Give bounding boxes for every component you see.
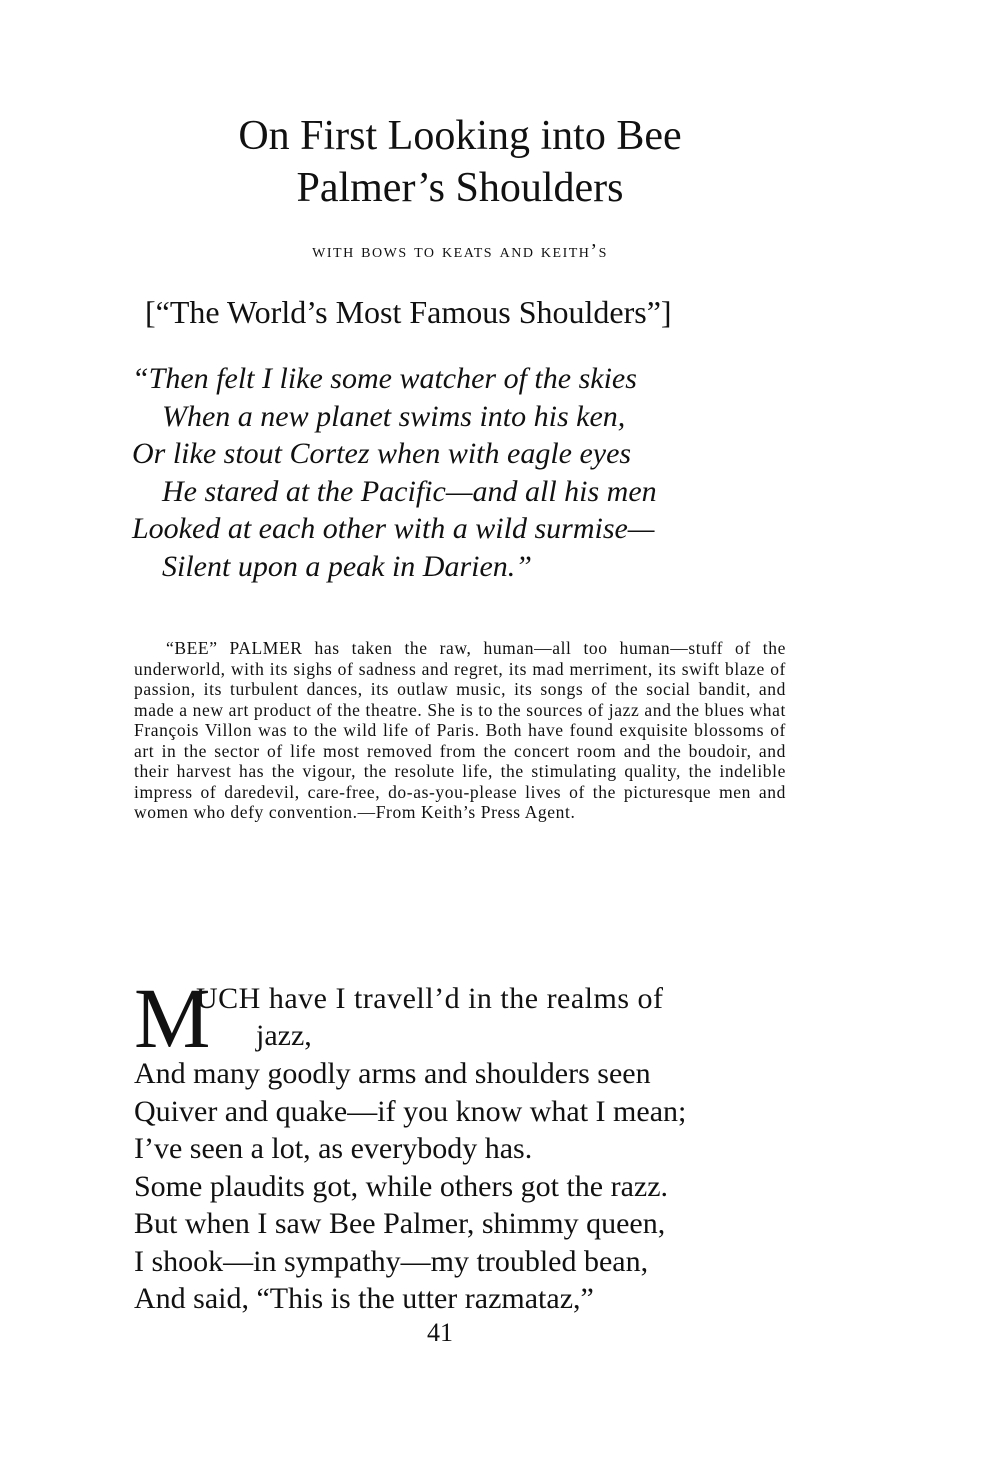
epigraph-line: He stared at the Pacific—and all his men (162, 474, 657, 508)
epigraph (132, 360, 812, 585)
poem-subtitle: with bows to keats and keith’s (312, 240, 608, 262)
poem-title: On First Looking into Bee Palmer’s Shoulders (238, 113, 682, 211)
stanza-line: And said, “This is the utter razmataz,” (134, 1282, 594, 1315)
stanza-first-line: UCH have I travell’d in the realms of (196, 982, 664, 1015)
epigraph-line: “Then felt I like some watcher of the skies (132, 362, 637, 395)
opening-line-block (134, 970, 814, 1066)
stanza-line: I shook—in sympathy—my troubled bean, (134, 1244, 649, 1278)
drop-cap: M (134, 970, 211, 1066)
epigraph-line: Or like stout Cortez when with eagle eyes (132, 437, 632, 470)
epigraph-line: Silent upon a peak in Darien.” (162, 549, 532, 583)
stanza-line: Quiver and quake—if you know what I mean; (134, 1094, 687, 1128)
stanza-first-line-continuation: jazz, (256, 1019, 312, 1052)
stanza-line: But when I saw Bee Palmer, shimmy queen, (134, 1207, 666, 1240)
stanza-line: Some plaudits got, while others got the razz. (134, 1169, 669, 1203)
poem-stanza (134, 970, 814, 1318)
epigraph-line: Looked at each other with a wild surmise— (132, 512, 655, 545)
poem-tagline: [“The World’s Most Famous Shoulders”] (145, 294, 672, 330)
epigraph-line: When a new planet swims into his ken, (162, 399, 626, 433)
press-agent-quote: “BEE” PALMER has taken the raw, human—all too human—stuff of the underworld, with its sighs of sadness and regret, its mad merriment, its swift blaze of passion, its turbulent dances, its outlaw music, its songs of the social bandit, and made a new art product of the theatre. She is to the sources of jazz and the blues what François Villon was to the wild life of Paris. Both have found exquisite blossoms of art in the sector of life most removed from the concert room and the boudoir, and their harvest has the vigour, the resolute life, the stimulating quality, the indelible impress of daredevil, care-free, do-as-you-please lives of the picturesque men and women who defy convention.—From Keith’s Press Agent. (134, 638, 786, 822)
stanza-line: I’ve seen a lot, as everybody has. (134, 1132, 533, 1165)
stanza-line: And many goodly arms and shoulders seen (134, 1057, 651, 1090)
page-number: 41 (427, 1318, 453, 1347)
